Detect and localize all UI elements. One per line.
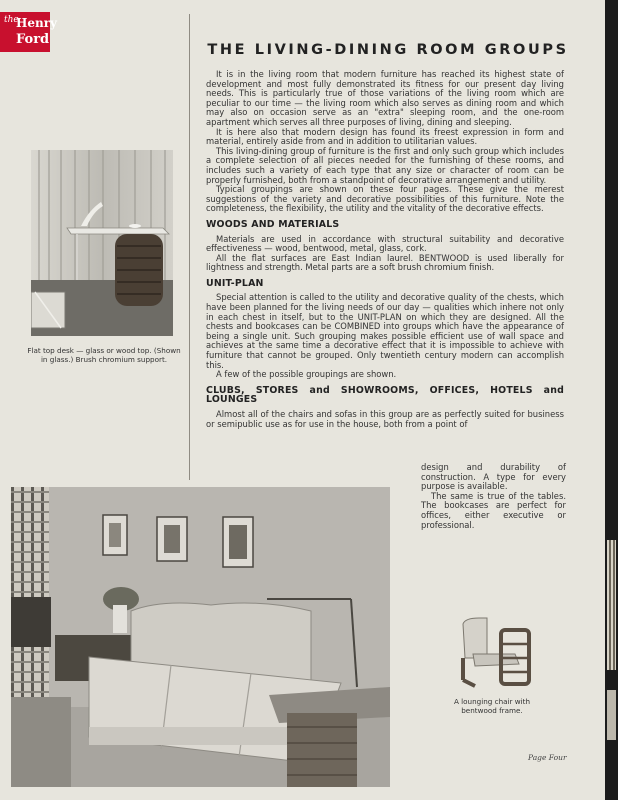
intro-paragraph-1: It is in the living room that modern furniture has reached its highest state of development and most fully demonstrated its fitness for our present day living needs. This is particularly true of those variations of the living room which are peculiar to our time — the living room which also serves as dining room and which may also on occasion serve as an "extra" sleeping room, and the one-room apartment which serves all three purposes of living, dining and sleeping. [206,69,564,127]
intro-paragraph-4: Typical groupings are shown on these four pages. These give the merest suggestions of the variety and decorative possibilities of this furniture. Note the completeness, the flexibility, the utility and the vitality of the decorative effects. [206,184,564,214]
chair-caption: A lounging chair with bentwood frame. [453,697,531,715]
clubs-heading: CLUBS, STORES and SHOWROOMS, OFFICES, HOTELS and LOUNGES [206,384,564,406]
woods-heading: WOODS AND MATERIALS [206,218,340,230]
adjacent-page-plaid [607,540,616,670]
clubs-tail-1: design and durability of construction. A type for every purpose is available. [421,462,566,492]
unitplan-paragraph-2: A few of the possible groupings are shown. [216,369,397,380]
intro-paragraph-3: This living-dining group of furniture is the first and only such group which includes a complete selection of all pieces needed for the furnishing of these rooms, and includes such a variety of each type that any size or character of room can be properly furnished, both from a standpoint of decorative arrangement and utility. [206,145,564,185]
logo-the: the [4,15,19,25]
lounging-chair-illustration [453,614,537,694]
clubs-lead: Almost all of the chairs and sofas in this group are as perfectly suited for business or semipublic use as for use in the house, both from a point of [206,409,564,429]
adjacent-page-edge [605,0,618,800]
unitplan-heading: UNIT-PLAN [206,277,264,289]
column-divider [189,14,190,480]
sofa-room-photo [11,487,390,787]
clubs-tail-2: The same is true of the tables. The bookcases are perfect for offices, either executive or professional. [421,490,566,530]
intro-paragraph-2: It is here also that modern design has found its freest expression in form and material, entirely aside from and in addition to utilitarian values. [206,126,564,147]
logo-henry: Henry [16,16,57,30]
henry-ford-logo [0,12,57,52]
unitplan-paragraph-1: Special attention is called to the utility and decorative quality of the chests, which have been planned for the living needs of our day — qualities which inhere not only in each chest in itself, but to the UNIT-PLAN on which they are designed. All the chests and bookcases can be COMBINED into groups which have the appearance of being a single unit. Such grouping makes possible efficient use of wall space and achieves at the same time a decorative effect that it is impossible to achieve with furniture that cannot be grouped. Only twentieth century modern can accomplish this. [206,292,564,370]
article-body [206,70,564,429]
desk-caption: Flat top desk — glass or wood top. (Shown in glass.) Brush chromium support. [27,346,181,364]
page-title: THE LIVING-DINING ROOM GROUPS [207,42,569,58]
logo-ford: Ford [16,32,50,47]
desk-photo-illustration [31,150,173,336]
clubs-continuation [421,463,566,530]
woods-paragraph-2: All the flat surfaces are East Indian laurel. BENTWOOD is used liberally for lightness and strength. Metal parts are a soft brush chromium finish. [206,252,564,273]
lounging-chair-photo [453,614,537,694]
adjacent-page-fragment [607,690,616,740]
desk-photo [31,150,173,336]
sofa-room-illustration [11,487,390,787]
woods-paragraph-1: Materials are used in accordance with structural suitability and decorative effectiveness — wood, bentwood, metal, glass, cork. [206,233,564,254]
page-number: Page Four [528,753,567,762]
